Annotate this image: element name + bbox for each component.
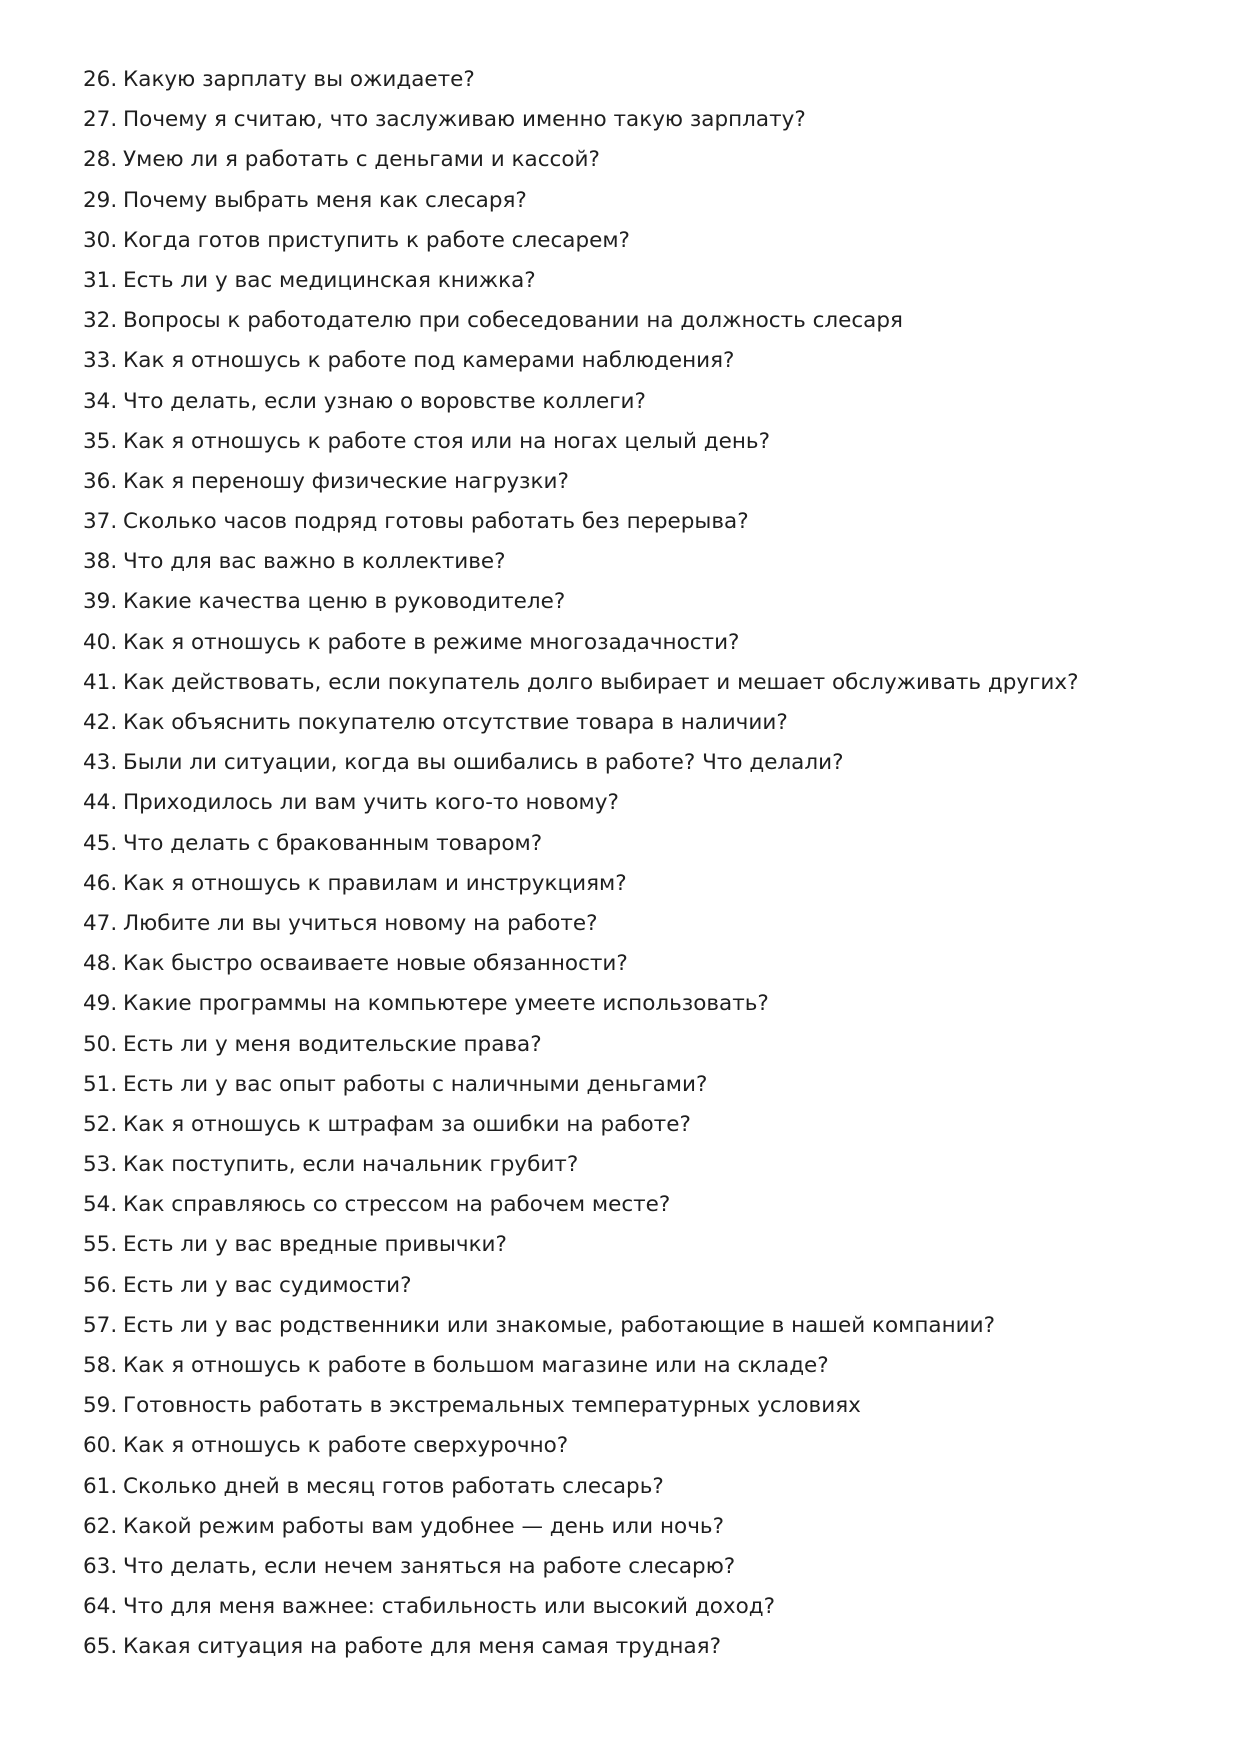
question-text: Какой режим работы вам удобнее — день или ночь?	[123, 1513, 724, 1539]
list-item	[83, 1467, 1079, 1507]
question-number: 57.	[83, 1312, 118, 1338]
question-number: 30.	[83, 227, 118, 253]
list-item	[83, 1386, 1079, 1426]
list-item	[83, 462, 1079, 502]
question-number: 36.	[83, 468, 118, 494]
question-text: Как я отношусь к работе сверхурочно?	[123, 1433, 569, 1459]
list-item	[83, 382, 1079, 422]
question-number: 64.	[83, 1594, 118, 1620]
question-text: Почему выбрать меня как слесаря?	[123, 187, 527, 213]
question-text: Как быстро осваиваете новые обязанности?	[123, 951, 628, 977]
question-number: 55.	[83, 1232, 118, 1258]
question-number: 33.	[83, 348, 118, 374]
question-text: Готовность работать в экстремальных температурных условиях	[123, 1393, 861, 1419]
question-number: 54.	[83, 1192, 118, 1218]
list-item	[83, 60, 1079, 100]
question-text: Сколько часов подряд готовы работать без перерыва?	[123, 509, 749, 535]
list-item	[83, 1025, 1079, 1065]
question-text: Как я отношусь к правилам и инструкциям?	[123, 870, 627, 896]
question-number: 65.	[83, 1634, 118, 1660]
question-number: 42.	[83, 710, 118, 735]
list-item	[83, 864, 1079, 904]
question-number: 43.	[83, 750, 118, 776]
question-text: Как действовать, если покупатель долго выбирает и мешает обслуживать других?	[123, 669, 1079, 695]
question-text: Какие программы на компьютере умеете использовать?	[123, 991, 769, 1017]
question-text: Есть ли у вас родственники или знакомые, работающие в нашей компании?	[123, 1312, 996, 1338]
question-number: 27.	[83, 107, 118, 133]
question-number: 44.	[83, 790, 118, 816]
list-item	[83, 1587, 1079, 1627]
list-item	[83, 743, 1079, 783]
question-number: 61.	[83, 1473, 118, 1499]
list-item	[83, 1185, 1079, 1225]
question-text: Какие качества ценю в руководителе?	[123, 589, 566, 615]
list-item	[83, 824, 1079, 864]
question-number: 48.	[83, 951, 118, 977]
list-item	[83, 1627, 1079, 1667]
question-number: 58.	[83, 1353, 118, 1378]
question-text: Как справляюсь со стрессом на рабочем месте?	[123, 1192, 671, 1218]
question-text: Что делать, если узнаю о воровстве коллеги?	[123, 388, 646, 414]
question-text: Что для вас важно в коллективе?	[123, 549, 506, 575]
question-text: Как я отношусь к работе в большом магазине или на складе?	[123, 1353, 829, 1378]
question-text: Есть ли у вас вредные привычки?	[123, 1232, 507, 1258]
list-item	[83, 1346, 1079, 1386]
question-number: 45.	[83, 830, 118, 856]
question-number: 50.	[83, 1031, 118, 1057]
list-item	[83, 301, 1079, 341]
list-item	[83, 261, 1079, 301]
question-text: Как я отношусь к работе под камерами наблюдения?	[123, 348, 735, 374]
question-text: Какая ситуация на работе для меня самая трудная?	[123, 1634, 721, 1660]
list-item	[83, 904, 1079, 944]
list-item	[83, 582, 1079, 622]
question-number: 63.	[83, 1553, 118, 1579]
question-number: 51.	[83, 1071, 118, 1097]
question-number: 41.	[83, 669, 118, 695]
question-number: 26.	[83, 67, 118, 92]
question-number: 31.	[83, 267, 118, 293]
list-item	[83, 181, 1079, 221]
list-item	[83, 1426, 1079, 1466]
question-number: 46.	[83, 870, 118, 896]
question-text: Есть ли у вас судимости?	[123, 1272, 412, 1298]
question-number: 52.	[83, 1111, 118, 1137]
list-item	[83, 502, 1079, 542]
question-number: 62.	[83, 1513, 118, 1539]
question-text: Как я переношу физические нагрузки?	[123, 468, 569, 494]
list-item	[83, 542, 1079, 582]
question-number: 56.	[83, 1272, 118, 1298]
list-item	[83, 623, 1079, 663]
question-text: Как я отношусь к штрафам за ошибки на работе?	[123, 1111, 691, 1137]
question-text: Есть ли у вас опыт работы с наличными деньгами?	[123, 1071, 708, 1097]
question-number: 37.	[83, 509, 118, 535]
question-number: 60.	[83, 1433, 118, 1459]
list-item	[83, 140, 1079, 180]
list-item	[83, 1145, 1079, 1185]
question-text: Что делать, если нечем заняться на работе слесарю?	[123, 1553, 736, 1579]
question-text: Как поступить, если начальник грубит?	[123, 1152, 579, 1178]
question-number: 39.	[83, 589, 118, 615]
list-item	[83, 1065, 1079, 1105]
question-text: Что для меня важнее: стабильность или высокий доход?	[123, 1594, 776, 1620]
question-text: Были ли ситуации, когда вы ошибались в работе? Что делали?	[123, 750, 844, 776]
list-item	[83, 221, 1079, 261]
list-item	[83, 783, 1079, 823]
list-item	[83, 703, 1079, 743]
question-text: Какую зарплату вы ожидаете?	[123, 67, 475, 92]
question-text: Когда готов приступить к работе слесарем?	[123, 227, 630, 253]
list-item	[83, 1547, 1079, 1587]
question-text: Приходилось ли вам учить кого-то новому?	[123, 790, 619, 816]
list-item	[83, 984, 1079, 1024]
question-text: Есть ли у меня водительские права?	[123, 1031, 542, 1057]
question-text: Что делать с бракованным товаром?	[123, 830, 543, 856]
question-text: Почему я считаю, что заслуживаю именно такую зарплату?	[123, 107, 806, 133]
question-number: 49.	[83, 991, 118, 1017]
question-number: 28.	[83, 147, 118, 173]
question-number: 53.	[83, 1152, 118, 1178]
list-item	[83, 1306, 1079, 1346]
question-number: 38.	[83, 549, 118, 575]
list-item	[83, 1507, 1079, 1547]
question-list	[83, 60, 1079, 1668]
list-item	[83, 1225, 1079, 1265]
question-number: 47.	[83, 910, 118, 936]
list-item	[83, 100, 1079, 140]
question-text: Сколько дней в месяц готов работать слесарь?	[123, 1473, 664, 1499]
question-number: 29.	[83, 187, 118, 213]
question-number: 59.	[83, 1393, 118, 1419]
list-item	[83, 944, 1079, 984]
list-item	[83, 422, 1079, 462]
list-item	[83, 1105, 1079, 1145]
question-text: Как объяснить покупателю отсутствие товара в наличии?	[123, 710, 788, 735]
list-item	[83, 341, 1079, 381]
question-number: 40.	[83, 629, 118, 655]
list-item	[83, 1266, 1079, 1306]
question-number: 32.	[83, 308, 118, 334]
question-number: 34.	[83, 388, 118, 414]
question-text: Любите ли вы учиться новому на работе?	[123, 910, 598, 936]
question-text: Умею ли я работать с деньгами и кассой?	[123, 147, 600, 173]
question-text: Вопросы к работодателю при собеседовании на должность слесаря	[123, 308, 903, 334]
question-text: Как я отношусь к работе в режиме многозадачности?	[123, 629, 740, 655]
question-text: Есть ли у вас медицинская книжка?	[123, 267, 536, 293]
question-number: 35.	[83, 428, 118, 454]
list-item	[83, 663, 1079, 703]
question-text: Как я отношусь к работе стоя или на ногах целый день?	[123, 428, 770, 454]
